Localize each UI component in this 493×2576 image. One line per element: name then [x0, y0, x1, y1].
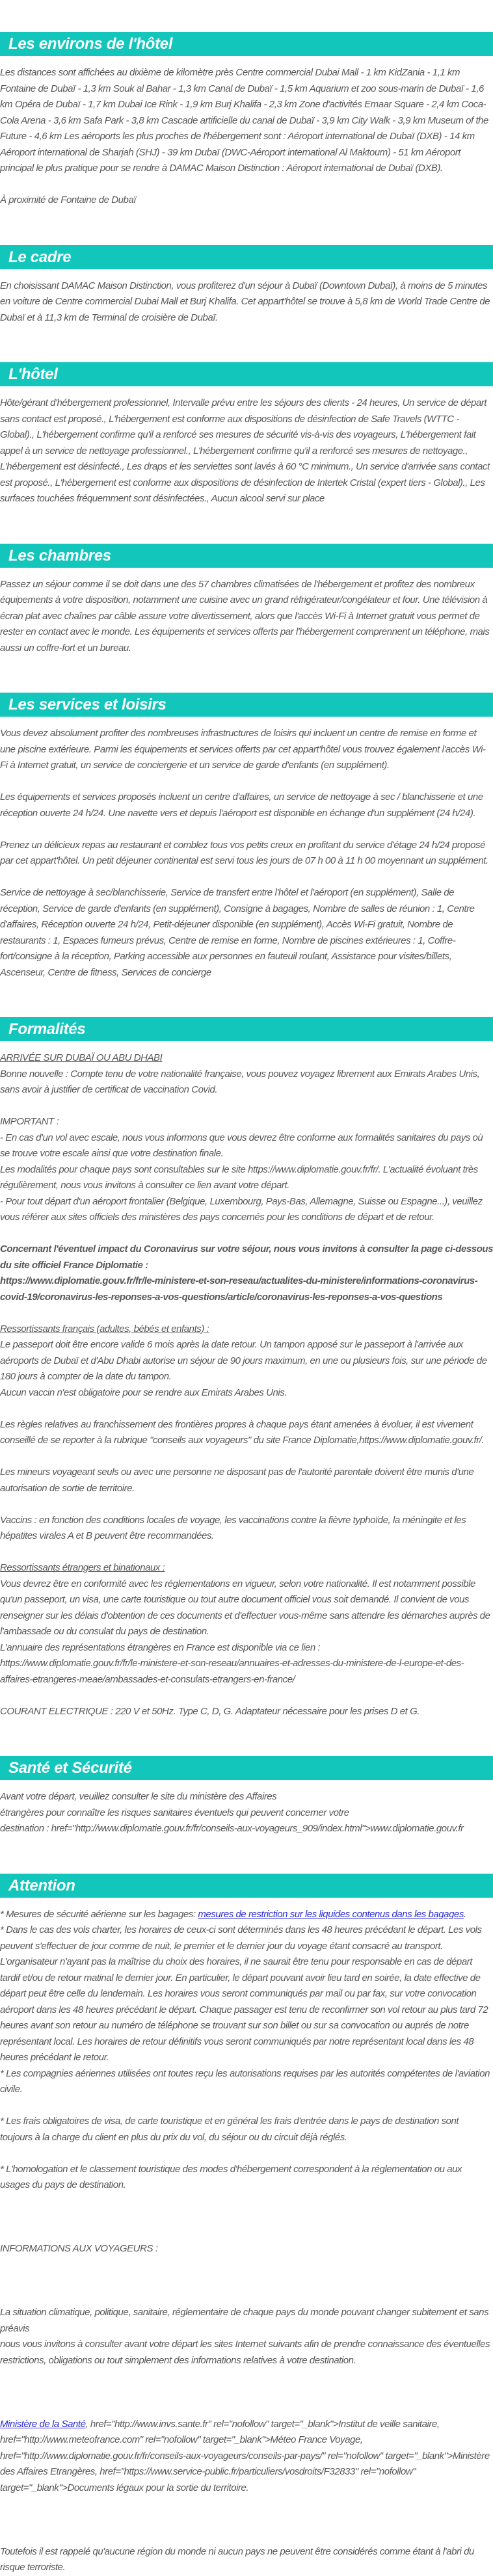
spacer — [0, 2496, 493, 2544]
text-run: Le passeport doit être encore valide 6 mois après la date retour. Un tampon apposé sur le passeport à l'arrivée aux aéroports de Dubaï et d'Abu Dhabi autorise un séjour de 90 jours maximum, en une ou plusieurs fois, sur une période de 180 jours à compter de la date du tampon. — [0, 1339, 487, 1382]
section-content — [0, 1907, 493, 2576]
paragraph — [0, 1560, 493, 1576]
section-content — [0, 65, 493, 209]
paragraph — [0, 65, 493, 177]
section-header-services-loisirs — [0, 693, 493, 717]
text-run: Les modalités pour chaque pays sont consultables sur le site https://www.diplomatie.gouv.fr/fr/. L'actualité évoluant très régulièrement, nous vous invitons à consulter ce lien avant votre départ. — [0, 1163, 478, 1191]
section-header-formalites — [0, 1017, 493, 1041]
paragraph — [0, 1114, 493, 1130]
paragraph — [0, 1067, 493, 1098]
paragraph — [0, 1465, 493, 1496]
paragraph — [0, 838, 493, 870]
section-chambres — [0, 544, 493, 657]
paragraph — [0, 2241, 493, 2257]
section-title: Attention — [8, 1876, 75, 1894]
paragraph — [0, 1513, 493, 1545]
inline-link[interactable]: Ministère de la Santé — [0, 2418, 86, 2430]
section-environs — [0, 32, 493, 209]
paragraph — [0, 1907, 493, 1923]
underlined-heading: Ressortissants français (adultes, bébés et enfants) : — [0, 1323, 209, 1334]
paragraph — [0, 1337, 493, 1385]
paragraph — [0, 1321, 493, 1338]
paragraph — [0, 790, 493, 821]
paragraph — [0, 1273, 493, 1305]
text-run: La situation climatique, politique, sanitaire, réglementaire de chaque pays du monde pouvant changer subitement et sans préavis — [0, 2307, 489, 2334]
paragraph — [0, 1242, 493, 1273]
section-attention — [0, 1874, 493, 2576]
inline-link[interactable]: mesures de restriction sur les liquides contenus dans les bagages — [198, 1908, 464, 1920]
spacer — [0, 1305, 493, 1321]
section-title: Les services et loisirs — [8, 696, 167, 713]
section-formalites — [0, 1017, 493, 1720]
section-services-loisirs — [0, 693, 493, 981]
text-run: , href="http://www.invs.sante.fr" rel="nofollow" target="_blank">Institut de veille sanitaire, href="http://www.meteofrance.com" rel="nofollow" target="_blank">Méteo France Voyage, href="http://www.diplomatie.gouv.fr/fr/conseils-aux-voyageurs/conseils-par-pays/" rel="nofollow" target="_blank">Ministère des Affaires Etrangères, href="https://www.service-public.fr/particuliers/vosdroits/F32833" rel="nofollow" target="_blank">Documents légaux pour la sortie du territoire. — [0, 2418, 490, 2493]
section-header-chambres — [0, 544, 493, 568]
spacer — [0, 177, 493, 193]
text-run: * L'homologation et le classement touristique des modes d'hébergement correspondent à la réglementation ou aux usages du pays de destination. — [0, 2163, 462, 2190]
section-title: Formalités — [8, 1020, 86, 1038]
text-run: https://www.diplomatie.gouv.fr/fr/le-ministere-et-son-reseau/annuaires-et-adresses-du-ministere-de-l-europe-et-des-affaires-etrangeres-meae/ambassades-et-consulats-etrangers-en-france/ — [0, 1658, 464, 1685]
paragraph — [0, 2544, 493, 2576]
text-run: À proximité de Fontaine de Dubaï — [0, 194, 137, 206]
spacer — [0, 1098, 493, 1115]
text-run: étrangères pour connaître les risques sanitaires éventuels qui peuvent concerner votre — [0, 1807, 349, 1818]
paragraph — [0, 1576, 493, 1640]
text-run: Avant votre départ, veuillez consulter le site du ministère des Affaires — [0, 1791, 277, 1802]
paragraph — [0, 2066, 493, 2098]
text-run: IMPORTANT : — [0, 1116, 59, 1127]
spacer — [0, 1496, 493, 1513]
paragraph — [0, 726, 493, 774]
text-run: Vous devrez être en conformité avec les réglementations en vigueur, selon votre nationalité. Il est notamment possible qu'un passeport, un visa, une carte touristique ou tout autre document officiel vous soit demandé. Il convient de vous renseigner sur les délais d'obtention de ces documents et d'effectuer vous-même sans attendre les démarches auprès de l'ambassade ou du consulat du pays de destination. — [0, 1578, 490, 1637]
section-sante-securite — [0, 1756, 493, 1837]
paragraph — [0, 1704, 493, 1720]
section-title: Les chambres — [8, 546, 111, 564]
text-run: * Dans le cas des vols charter, les horaires de ceux-ci sont déterminés dans les 48 heures précédant le départ. Les vols peuvent s'effectuer de jour comme de nuit, le premier et le dernier jour du voyage étant consacré au transport. L'organisateur n'ayant pas la maîtrise du choix des horaires, il ne saurait être tenu pour responsable en cas de départ tardif et/ou de retour matinal le dernier jour. En particulier, le départ pouvant avoir lieu tard en soirée, la date effective de départ peut être celle du lendemain. Les horaires vous seront communiqués par mail ou par fax, sur votre convocation aéroport dans les 48 heures précédant le départ. Chaque passager est tenu de reconfirmer son vol retour au plus tard 72 heures avant son retour au numéro de téléphone se trouvant sur son billet ou sur sa convocation ou auprés de notre représentant local. Les horaires de retour définitifs vous seront communiqués par notre représentant local dans les 48 heures précédant le retour. — [0, 1924, 488, 2063]
section-header-cadre — [0, 245, 493, 269]
section-title: L'hôtel — [8, 365, 58, 383]
text-run: Vaccins : en fonction des conditions locales de voyage, les vaccinations contre la fièvre typhoïde, la méningite et les hépatites virales A et B peuvent être recommandées. — [0, 1514, 466, 1541]
spacer — [0, 2194, 493, 2242]
text-run: Concernant l'éventuel impact du Coronavirus sur votre séjour, nous vous invitons à consulter la page ci-dessous du site officiel France Diplomatie : — [0, 1243, 493, 1271]
paragraph — [0, 2337, 493, 2369]
paragraph — [0, 885, 493, 981]
paragraph — [0, 1789, 493, 1805]
spacer — [0, 1688, 493, 1704]
paragraph — [0, 1922, 493, 2066]
paragraph — [0, 2305, 493, 2337]
text-run: Hôte/gérant d'hébergement professionnel, Intervalle prévu entre les séjours des clients - 24 heures, Un service de départ sans contact est proposé., L'hébergement est conforme aux dispositions de désinfection de Safe Travels (WTTC - Global)., L'hébergement confirme qu'il a renforcé ses mesures de sécurité vis-à-vis des voyageurs, L'hébergement fait appel à un service de nettoyage professionnel., L'hébergement confirme qu'il a renforcé ses mesures de nettoyage., L'hébergement est désinfecté., Les draps et les serviettes sont lavés à 60 °C minimum., Un service d'arrivée sans contact est proposé., L'hébergement est conforme aux dispositions de désinfection de Intertek Cristal (expert tiers - Global)., Les surfaces touchées fréquemment sont désinfectées., Aucun alcool servi sur place — [0, 397, 490, 504]
text-run: Toutefois il est rappelé qu'aucune région du monde ni aucun pays ne peuvent être considérés comme étant à l'abri du risque terroriste. — [0, 2545, 474, 2573]
text-run: - Pour tout départ d'un aéroport frontalier (Belgique, Luxembourg, Pays-Bas, Allemagne, Suisse ou Espagne...), veuillez vous référer aux sites officiels des ministères des pays concernés pour les conditions de départ et de retour. — [0, 1195, 483, 1223]
section-content — [0, 726, 493, 981]
paragraph — [0, 2114, 493, 2145]
paragraph — [0, 1385, 493, 1401]
paragraph — [0, 395, 493, 507]
paragraph — [0, 2417, 493, 2497]
spacer — [0, 2145, 493, 2162]
underlined-heading: ARRIVÉE SUR DUBAÏ OU ABU DHABI — [0, 1052, 163, 1063]
text-run: * Les frais obligatoires de visa, de carte touristique et en général les frais d'entrée dans le pays de destination sont toujours à la charge du client en plus du prix du vol, du séjour ou du circuit déjà réglés. — [0, 2116, 459, 2143]
section-cadre — [0, 245, 493, 326]
text-run: * Les compagnies aériennes utilisées ont toutes reçu les autorisations requises par les autorités compétentes de l'aviation civile. — [0, 2067, 490, 2095]
text-run: . — [463, 1908, 466, 1920]
text-run: Passez un séjour comme il se doit dans une des 57 chambres climatisées de l'hébergement et profitez des nombreux équipements à votre disposition, notamment une cuisine avec un grand réfrigérateur/congélateur et four. Une télévision à écran plat avec chaînes par câble assure votre divertissement, alors que l'accès Wi-Fi à Internet gratuit vous permet de rester en contact avec le monde. Les équipements et services offerts par l'hébergement comprennent un téléphone, mais aussi un coffre-fort et un bureau. — [0, 578, 490, 654]
text-run: Les équipements et services proposés incluent un centre d'affaires, un service de nettoyage à sec / blanchisserie et une réception ouverte 24 h/24. Une navette vers et depuis l'aéroport est disponible en échange d'un supplément (24 h/24). — [0, 791, 483, 819]
paragraph — [0, 1130, 493, 1162]
spacer — [0, 2257, 493, 2305]
section-header-environs — [0, 32, 493, 56]
section-content — [0, 278, 493, 326]
section-content — [0, 577, 493, 657]
text-run: COURANT ELECTRIQUE : 220 V et 50Hz. Type C, D, G. Adaptateur nécessaire pour les prises D et G. — [0, 1705, 420, 1717]
spacer — [0, 1545, 493, 1561]
paragraph — [0, 193, 493, 209]
paragraph — [0, 1162, 493, 1194]
text-run: En choisissant DAMAC Maison Distinction, vous profiterez d'un séjour à Dubaï (Downtown Dubaï), à moins de 5 minutes en voiture de Centre commercial Dubai Mall et Burj Khalifa. Cet appart'hôtel se trouve à 5,8 km de World Trade Centre de Dubaï et à 11,3 km de Terminal de croisière de Dubaï. — [0, 280, 490, 323]
spacer — [0, 2369, 493, 2417]
spacer — [0, 774, 493, 790]
text-run: Prenez un délicieux repas au restaurant et comblez tous vos petits creux en profitant du service d'étage 24 h/24 proposé par cet appart'hôtel. Un petit déjeuner continental est servi tous les jours de 07 h 00 à 11 h 00 moyennant un supplément. — [0, 839, 488, 866]
text-run: * Mesures de sécurité aérienne sur les bagages: — [0, 1908, 198, 1920]
paragraph — [0, 577, 493, 657]
text-run: L'annuaire des représentations étrangères en France est disponible via ce lien : — [0, 1641, 321, 1653]
text-run: Les mineurs voyageant seuls ou avec une personne ne disposant pas de l'autorité parentale doivent être munis d'une autorisation de sortie de territoire. — [0, 1467, 474, 1494]
text-run: - En cas d'un vol avec escale, nous vous informons que vous devrez être conforme aux formalités sanitaires du pays où se trouve votre escale ainsi que votre destination finale. — [0, 1132, 483, 1159]
section-content — [0, 1789, 493, 1837]
text-run: nous vous invitons à consulter avant votre départ les sites Internet suivants afin de prendre connaissance des éventuelles restrictions, obligations ou tout simplement des informations relatives à votre destination. — [0, 2339, 490, 2366]
paragraph — [0, 1821, 493, 1837]
paragraph — [0, 1417, 493, 1449]
paragraph — [0, 1050, 493, 1067]
underlined-heading: Ressortissants étrangers et binationaux : — [0, 1562, 165, 1573]
text-run: Service de nettoyage à sec/blanchisserie, Service de transfert entre l'hôtel et l'aéroport (en supplément), Salle de réception, Service de garde d'enfants (en supplément), Consigne à bagages, Nombre de salles de réunion : 1, Centre d'affaires, Réception ouverte 24 h/24, Petit-déjeuner disponible (en supplément), Accès Wi-Fi gratuit, Nombre de restaurants : 1, Espaces fumeurs prévus, Centre de remise en forme, Nombre de piscines extérieures : 1, Coffre-fort/consigne à la réception, Parking accessible aux personnes en fauteuil roulant, Assistance pour visites/billets, Ascenseur, Centre de fitness, Services de concierge — [0, 887, 475, 978]
paragraph — [0, 1194, 493, 1226]
paragraph — [0, 1805, 493, 1822]
spacer — [0, 821, 493, 838]
section-header-hotel — [0, 362, 493, 386]
section-content — [0, 395, 493, 507]
section-title: Le cadre — [8, 248, 72, 266]
text-run: Les distances sont affichées au dixième de kilomètre près Centre commercial Dubai Mall - 1 km KidZania - 1,1 km Fontaine de Dubaï - 1,3 km Souk al Bahar - 1,3 km Canal de Dubaï - 1,5 km Aquarium et zoo sous-marin de Dubaï - 1,6 km Opéra de Dubaï - 1,7 km Dubai Ice Rink - 1,9 km Burj Khalifa - 2,3 km Zone d'activités Emaar Square - 2,4 km Coca-Cola Arena - 3,6 km Safa Park - 3,8 km Cascade artificielle du canal de Dubaï - 3,9 km City Walk - 3,9 km Museum of the Future - 4,6 km Les aéroports les plus proches de l'hébergement sont : Aéroport international de Dubaï (DXB) - 14 km Aéroport international de Sharjah (SHJ) - 39 km Dubaï (DWC-Aéroport international Al Maktoum) - 51 km Aéroport principal le plus pratique pour se rendre à DAMAC Maison Distinction : Aéroport international de Dubaï (DXB). — [0, 67, 488, 174]
spacer — [0, 1401, 493, 1417]
spacer — [0, 2098, 493, 2114]
text-run: https://www.diplomatie.gouv.fr/fr/le-ministere-et-son-reseau/actualites-du-ministere/informations-coronavirus-covid-19/coronavirus-les-reponses-a-vos-questions/article/coronavirus-les-reponses-a-vos-questions — [0, 1275, 478, 1303]
text-run: Les règles relatives au franchissement des frontières propres à chaque pays étant amenées à évoluer, il est vivement conseillé de se reporter à la rubrique "conseils aux voyageurs" du site France Diplomatie,https://www.diplomatie.gouv.fr/. — [0, 1418, 485, 1446]
section-header-sante-securite — [0, 1756, 493, 1780]
section-title: Santé et Sécurité — [8, 1759, 132, 1777]
section-content — [0, 1050, 493, 1720]
paragraph — [0, 1656, 493, 1688]
section-hotel — [0, 362, 493, 507]
text-run: Vous devez absolument profiter des nombreuses infrastructures de loisirs qui incluent un centre de remise en forme et une piscine extérieure. Parmi les équipements et services offerts par cet appart'hôtel vous trouvez également l'accès Wi-Fi à Internet gratuit, un service de conciergerie et un service de garde d'enfants (en supplément). — [0, 728, 486, 771]
text-run: INFORMATIONS AUX VOYAGEURS : — [0, 2243, 158, 2254]
paragraph — [0, 2162, 493, 2194]
text-run: destination : href="http://www.diplomatie.gouv.fr/fr/conseils-aux-voyageurs_909/index.html">www.diplomatie.gouv.fr — [0, 1823, 464, 1834]
spacer — [0, 870, 493, 886]
paragraph — [0, 278, 493, 326]
section-header-attention — [0, 1874, 493, 1898]
section-title: Les environs de l'hôtel — [8, 35, 173, 53]
spacer — [0, 1449, 493, 1465]
text-run: Aucun vaccin n'est obligatoire pour se rendre aux Emirats Arabes Unis. — [0, 1387, 287, 1398]
paragraph — [0, 1640, 493, 1656]
spacer — [0, 1226, 493, 1242]
text-run: Bonne nouvelle : Compte tenu de votre nationalité française, vous pouvez voyagez librement aux Emirats Arabes Unis, sans avoir à justifier de certificat de vaccination Covid. — [0, 1068, 480, 1095]
